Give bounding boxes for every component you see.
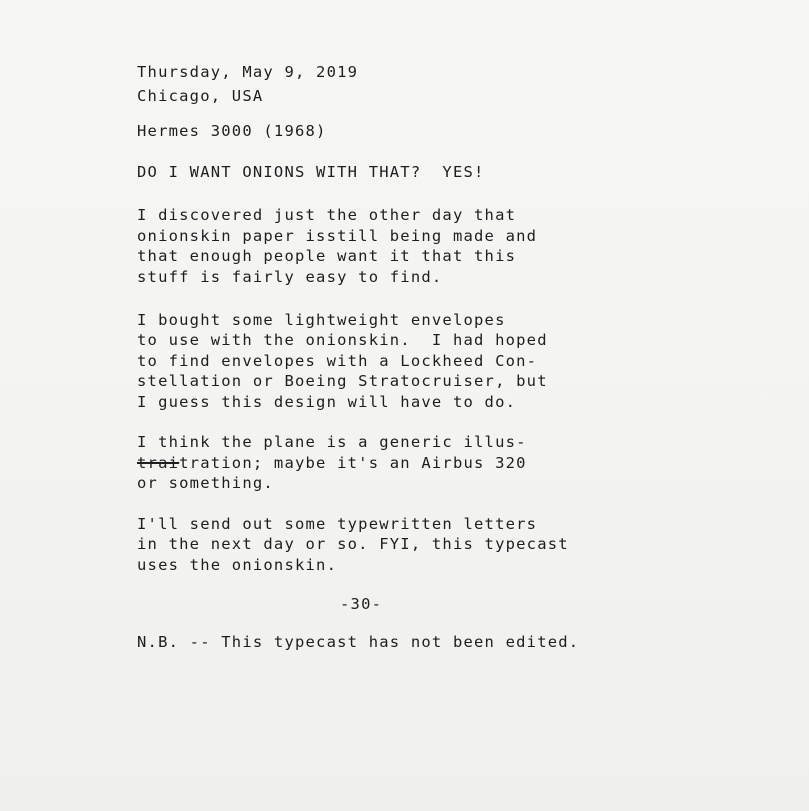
paragraph-2-line-4: stellation or Boeing Stratocruiser, but	[137, 372, 548, 390]
paragraph-4-line-3: uses the onionskin.	[137, 556, 338, 574]
paragraph-3-line-2-text: tration; maybe it's an Airbus 320	[179, 454, 527, 472]
typed-letter	[137, 0, 580, 651]
paragraph-4-line-2: in the next day or so. FYI, this typecast	[137, 535, 569, 553]
typewriter-line: Hermes 3000 (1968)	[137, 122, 327, 140]
paragraph-2-line-3: to find envelopes with a Lockheed Con-	[137, 352, 538, 370]
paragraph-1-line-2: onionskin paper isstill being made and	[137, 227, 538, 245]
location-line: Chicago, USA	[137, 87, 264, 105]
paragraph-3-line-1: I think the plane is a generic illus-	[137, 433, 527, 451]
paragraph-1-line-3: that enough people want it that this	[137, 247, 517, 265]
struck-text: trai	[137, 454, 180, 472]
end-mark: -30-	[340, 595, 383, 613]
paragraph-2-line-2: to use with the onionskin. I had hoped	[137, 331, 548, 349]
footnote: N.B. -- This typecast has not been edited.	[137, 633, 580, 651]
paragraph-1-line-1: I discovered just the other day that	[137, 206, 517, 224]
paragraph-1-line-4: stuff is fairly easy to find.	[137, 268, 443, 286]
page-title: DO I WANT ONIONS WITH THAT? YES!	[137, 163, 485, 181]
paragraph-2-line-1: I bought some lightweight envelopes	[137, 311, 506, 329]
paragraph-4-line-1: I'll send out some typewritten letters	[137, 515, 538, 533]
paragraph-2-line-5: I guess this design will have to do.	[137, 393, 517, 411]
paragraph-3-line-2	[137, 453, 527, 473]
date-line: Thursday, May 9, 2019	[137, 63, 359, 81]
paragraph-3-line-3: or something.	[137, 474, 274, 492]
